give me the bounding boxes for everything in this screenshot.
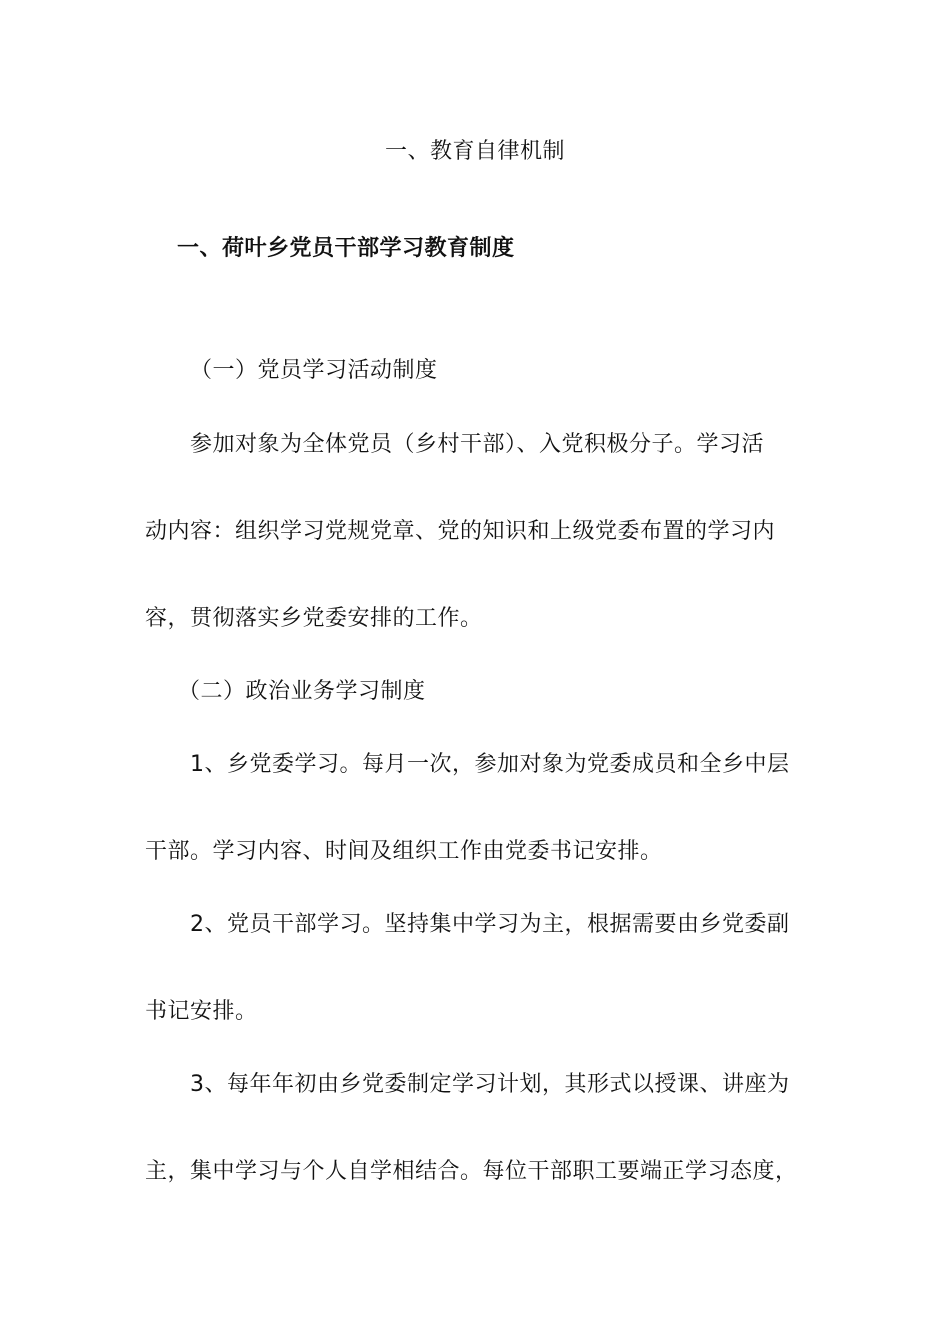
subsection-title-2: （二）政治业务学习制度	[178, 679, 426, 704]
paragraph-line: 参加对象为全体党员（乡村干部）、入党积极分子。学习活	[190, 432, 765, 457]
paragraph-line: 干部。学习内容、时间及组织工作由党委书记安排。	[145, 839, 663, 864]
paragraph-line: 容，贯彻落实乡党委安排的工作。	[145, 606, 483, 631]
paragraph-line: 2、党员干部学习。坚持集中学习为主，根据需要由乡党委副	[190, 912, 790, 937]
paragraph-line: 主，集中学习与个人自学相结合。每位干部职工要端正学习态度，	[145, 1159, 798, 1184]
section-heading: 一、荷叶乡党员干部学习教育制度	[177, 236, 515, 261]
document-title: 一、教育自律机制	[384, 139, 565, 164]
paragraph-line: 动内容：组织学习党规党章、党的知识和上级党委布置的学习内	[145, 519, 776, 544]
subsection-title-1: （一）党员学习活动制度	[190, 358, 438, 383]
paragraph-line: 1、乡党委学习。每月一次，参加对象为党委成员和全乡中层	[190, 752, 790, 777]
paragraph-line: 书记安排。	[145, 999, 258, 1024]
paragraph-line: 3、每年年初由乡党委制定学习计划，其形式以授课、讲座为	[190, 1072, 790, 1097]
